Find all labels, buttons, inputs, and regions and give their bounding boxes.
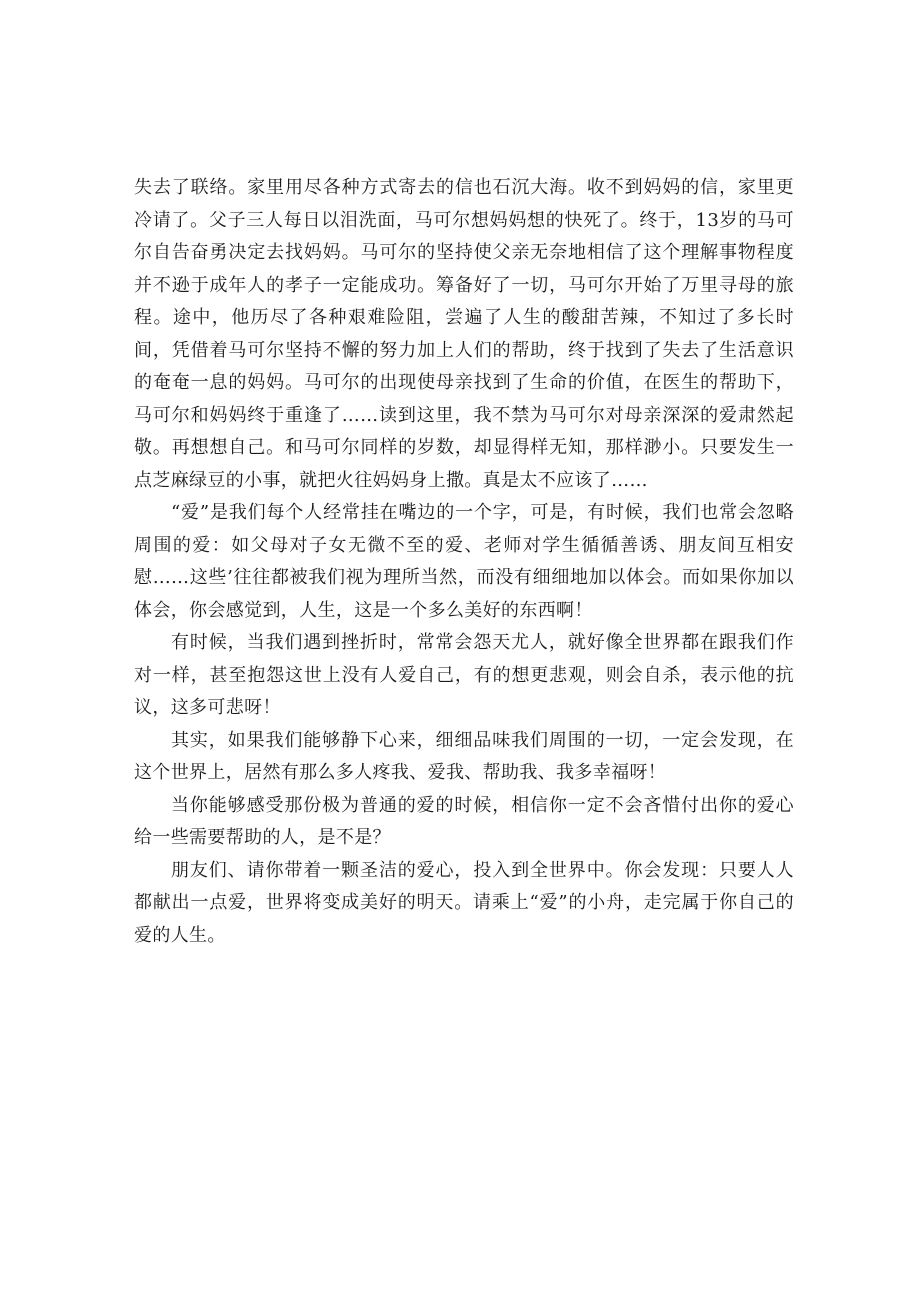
- paragraph-1: 失去了联络。家里用尽各种方式寄去的信也石沉大海。收不到妈妈的信，家里更冷请了。父子三人每日以泪洗面，马可尔想妈妈想的快死了。终于，13岁的马可尔自告奋勇决定去找妈妈。马可尔的坚持使父亲无奈地相信了这个理解事物程度并不逊于成年人的孝子一定能成功。筹备好了一切，马可尔开始了万里寻母的旅程。途中，他历尽了各种艰难险阻，尝遍了人生的酸甜苦辣，不知过了多长时间，凭借着马可尔坚持不懈的努力加上人们的帮助，终于找到了失去了生活意识的奄奄一息的妈妈。马可尔的出现使母亲找到了生命的价值，在医生的帮助下，马可尔和妈妈终于重逢了……读到这里，我不禁为马可尔对母亲深深的爱肃然起敬。再想想自己。和马可尔同样的岁数，却显得样无知，那样渺小。只要发生一点芝麻绿豆的小事，就把火往妈妈身上撒。真是太不应该了……: [134, 177, 794, 491]
- paragraph-2: “爱”是我们每个人经常挂在嘴边的一个字，可是，有时候，我们也常会忽略周围的爱：如父母对子女无微不至的爱、老师对学生循循善诱、朋友间互相安慰……这些’往往都被我们视为理所当然，而没有细细地加以体会。而如果你加以体会，你会感觉到，人生，这是一个多么美好的东西啊！: [134, 502, 794, 621]
- paragraph-6: 朋友们、请你带着一颗圣洁的爱心，投入到全世界中。你会发现：只要人人都献出一点爱，世界将变成美好的明天。请乘上“爱”的小舟，走完属于你自己的爱的人生。: [134, 859, 794, 946]
- paragraph-4: 其实，如果我们能够静下心来，细细品味我们周围的一切，一定会发现，在这个世界上，居然有那么多人疼我、爱我、帮助我、我多幸福呀！: [134, 729, 794, 783]
- paragraph-3: 有时候，当我们遇到挫折时，常常会怨天尤人，就好像全世界都在跟我们作对一样，甚至抱怨这世上没有人爱自己，有的想更悲观，则会自杀，表示他的抗议，这多可悲呀！: [134, 632, 794, 718]
- paragraph-5: 当你能够感受那份极为普通的爱的时候，相信你一定不会吝惜付出你的爱心给一些需要帮助的人，是不是？: [134, 794, 794, 848]
- document-body: [134, 172, 794, 952]
